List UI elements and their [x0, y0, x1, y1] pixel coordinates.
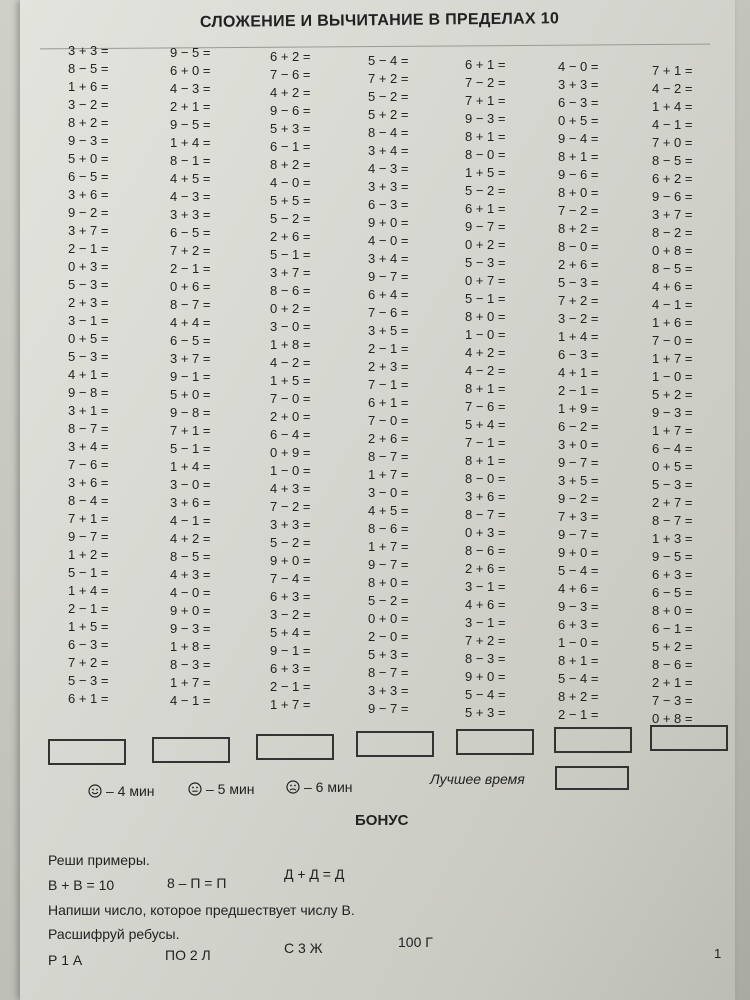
exercise-item: 2 + 1 =	[652, 675, 693, 690]
exercise-item: 6 − 5 =	[170, 333, 211, 348]
exercise-item: 3 + 3 =	[68, 43, 109, 58]
exercise-item: 1 + 4 =	[170, 135, 211, 150]
bonus-example-3: Д + Д = Д	[284, 866, 345, 882]
exercise-item: 2 − 1 =	[558, 707, 599, 722]
exercise-item: 7 − 6 =	[270, 67, 311, 82]
exercise-item: 1 + 4 =	[652, 99, 693, 114]
exercise-item: 2 + 3 =	[368, 359, 409, 374]
exercise-item: 9 + 0 =	[558, 545, 599, 560]
exercise-item: 2 − 1 =	[170, 261, 211, 276]
exercise-item: 3 − 0 =	[170, 477, 211, 492]
time-box-4[interactable]	[356, 731, 434, 757]
exercise-item: 4 − 1 =	[652, 117, 693, 132]
exercise-item: 3 + 6 =	[465, 489, 506, 504]
exercise-item: 8 − 7 =	[170, 297, 211, 312]
exercise-item: 6 + 1 =	[368, 395, 409, 410]
exercise-item: 5 − 4 =	[368, 53, 409, 68]
exercise-item: 8 + 0 =	[368, 575, 409, 590]
timing-good	[88, 783, 155, 799]
exercise-item: 2 − 1 =	[558, 383, 599, 398]
exercise-item: 5 − 1 =	[68, 565, 109, 580]
exercise-item: 3 − 2 =	[558, 311, 599, 326]
exercise-item: 1 − 0 =	[465, 327, 506, 342]
exercise-item: 5 − 3 =	[558, 275, 599, 290]
exercise-item: 0 + 3 =	[465, 525, 506, 540]
exercise-item: 0 + 0 =	[368, 611, 409, 626]
exercise-item: 1 + 5 =	[465, 165, 506, 180]
exercise-item: 8 + 1 =	[558, 149, 599, 164]
exercise-item: 6 + 1 =	[465, 57, 506, 72]
exercise-item: 9 − 6 =	[652, 189, 693, 204]
exercise-item: 8 + 2 =	[68, 115, 109, 130]
exercise-item: 0 + 3 =	[68, 259, 109, 274]
exercise-item: 1 + 5 =	[270, 373, 311, 388]
page-title: СЛОЖЕНИЕ И ВЫЧИТАНИЕ В ПРЕДЕЛАХ 10	[199, 10, 560, 31]
exercise-item: 3 + 3 =	[368, 179, 409, 194]
time-box-6[interactable]	[554, 727, 632, 753]
exercise-item: 1 + 7 =	[368, 467, 409, 482]
bonus-instruction-1: Реши примеры.	[48, 852, 150, 868]
exercise-item: 1 + 7 =	[170, 675, 211, 690]
exercise-item: 3 + 5 =	[558, 473, 599, 488]
exercise-item: 0 + 8 =	[652, 711, 693, 726]
exercise-item: 6 − 4 =	[270, 427, 311, 442]
exercise-item: 3 − 2 =	[270, 607, 311, 622]
exercise-item: 9 − 3 =	[170, 621, 211, 636]
exercise-item: 9 − 7 =	[368, 557, 409, 572]
exercise-item: 4 − 3 =	[170, 189, 211, 204]
exercise-item: 6 + 2 =	[270, 49, 311, 64]
exercise-item: 6 − 1 =	[270, 139, 311, 154]
exercise-item: 0 + 8 =	[652, 243, 693, 258]
exercise-item: 8 + 2 =	[270, 157, 311, 172]
exercise-item: 3 + 7 =	[270, 265, 311, 280]
exercise-item: 5 − 1 =	[270, 247, 311, 262]
exercise-item: 4 − 0 =	[558, 59, 599, 74]
exercise-item: 4 − 3 =	[170, 81, 211, 96]
exercise-item: 1 − 0 =	[270, 463, 311, 478]
exercise-item: 5 − 2 =	[465, 183, 506, 198]
exercise-item: 7 − 0 =	[368, 413, 409, 428]
exercise-item: 5 + 0 =	[68, 151, 109, 166]
exercise-item: 1 + 6 =	[652, 315, 693, 330]
exercise-item: 8 − 7 =	[368, 665, 409, 680]
exercise-item: 8 − 7 =	[368, 449, 409, 464]
exercise-item: 7 + 0 =	[652, 135, 693, 150]
exercise-item: 9 − 2 =	[68, 205, 109, 220]
page-number: 1	[714, 946, 722, 961]
timing-bad	[286, 779, 353, 795]
exercise-item: 3 − 1 =	[465, 615, 506, 630]
exercise-item: 1 + 7 =	[270, 697, 311, 712]
exercise-item: 6 + 1 =	[68, 691, 109, 706]
exercise-item: 2 + 6 =	[368, 431, 409, 446]
exercise-item: 8 − 4 =	[368, 125, 409, 140]
exercise-item: 0 + 7 =	[465, 273, 506, 288]
exercise-item: 9 − 2 =	[558, 491, 599, 506]
exercise-item: 9 − 7 =	[558, 527, 599, 542]
exercise-item: 9 + 0 =	[465, 669, 506, 684]
exercise-item: 6 − 5 =	[652, 585, 693, 600]
exercise-item: 4 + 5 =	[368, 503, 409, 518]
exercise-item: 5 − 3 =	[68, 349, 109, 364]
exercise-item: 8 − 2 =	[652, 225, 693, 240]
exercise-item: 1 + 8 =	[170, 639, 211, 654]
exercise-item: 8 + 1 =	[465, 453, 506, 468]
rebus-2: ПО 2 Л	[165, 947, 211, 963]
exercise-item: 7 − 2 =	[558, 203, 599, 218]
exercise-item: 4 − 0 =	[170, 585, 211, 600]
exercise-item: 3 + 7 =	[170, 351, 211, 366]
exercise-item: 8 − 0 =	[465, 471, 506, 486]
exercise-item: 6 − 2 =	[558, 419, 599, 434]
exercise-item: 7 − 6 =	[465, 399, 506, 414]
exercise-column-3	[270, 48, 348, 714]
exercise-item: 7 + 2 =	[170, 243, 211, 258]
exercise-item: 8 − 4 =	[68, 493, 109, 508]
exercise-item: 8 − 0 =	[558, 239, 599, 254]
exercise-item: 6 + 3 =	[270, 589, 311, 604]
exercise-item: 6 − 5 =	[170, 225, 211, 240]
exercise-item: 8 − 5 =	[68, 61, 109, 76]
exercise-item: 7 − 0 =	[270, 391, 311, 406]
best-time-label: Лучшее время	[430, 771, 525, 787]
exercise-item: 5 − 2 =	[368, 593, 409, 608]
exercise-item: 9 − 6 =	[558, 167, 599, 182]
bonus-heading: БОНУС	[355, 812, 409, 829]
exercise-item: 5 − 1 =	[465, 291, 506, 306]
exercise-item: 8 − 6 =	[368, 521, 409, 536]
exercise-item: 3 + 4 =	[368, 143, 409, 158]
exercise-item: 8 − 7 =	[465, 507, 506, 522]
exercise-item: 3 + 3 =	[170, 207, 211, 222]
exercise-item: 5 − 2 =	[368, 89, 409, 104]
exercise-column-5	[465, 56, 543, 722]
bonus-instruction-2: Напиши число, которое предшествует числу В.	[48, 902, 355, 918]
exercise-item: 4 − 1 =	[170, 693, 211, 708]
exercise-item: 9 − 7 =	[368, 269, 409, 284]
exercise-item: 2 + 6 =	[465, 561, 506, 576]
exercise-item: 8 − 7 =	[652, 513, 693, 528]
exercise-item: 2 + 6 =	[270, 229, 311, 244]
exercise-item: 5 + 3 =	[270, 121, 311, 136]
exercise-item: 6 − 5 =	[68, 169, 109, 184]
exercise-item: 8 + 0 =	[652, 603, 693, 618]
bonus-example-2: 8 – П = П	[167, 875, 227, 891]
exercise-item: 6 + 3 =	[270, 661, 311, 676]
exercise-item: 7 + 2 =	[68, 655, 109, 670]
exercise-item: 1 + 7 =	[368, 539, 409, 554]
exercise-item: 8 + 1 =	[465, 129, 506, 144]
exercise-item: 9 − 8 =	[170, 405, 211, 420]
exercise-item: 4 + 3 =	[270, 481, 311, 496]
exercise-item: 8 − 1 =	[170, 153, 211, 168]
exercise-item: 9 − 5 =	[170, 45, 211, 60]
exercise-item: 9 − 3 =	[652, 405, 693, 420]
exercise-item: 6 + 0 =	[170, 63, 211, 78]
exercise-item: 9 − 7 =	[558, 455, 599, 470]
exercise-item: 3 + 6 =	[170, 495, 211, 510]
exercise-item: 7 + 3 =	[558, 509, 599, 524]
exercise-item: 7 − 0 =	[652, 333, 693, 348]
timing-good-label: – 4 мин	[106, 783, 155, 799]
exercise-item: 1 + 3 =	[652, 531, 693, 546]
exercise-item: 8 + 0 =	[558, 185, 599, 200]
exercise-item: 3 − 0 =	[368, 485, 409, 500]
exercise-item: 6 − 3 =	[558, 347, 599, 362]
exercise-item: 7 − 2 =	[465, 75, 506, 90]
exercise-item: 5 − 3 =	[465, 255, 506, 270]
exercise-column-1	[68, 42, 146, 708]
exercise-item: 7 + 1 =	[170, 423, 211, 438]
exercise-item: 3 + 4 =	[368, 251, 409, 266]
exercise-item: 8 − 6 =	[270, 283, 311, 298]
exercise-item: 1 + 6 =	[68, 79, 109, 94]
exercise-item: 4 + 2 =	[170, 531, 211, 546]
exercise-item: 1 + 2 =	[68, 547, 109, 562]
exercise-item: 7 − 4 =	[270, 571, 311, 586]
timing-neutral-label: – 5 мин	[206, 781, 255, 797]
exercise-column-7	[652, 62, 730, 728]
smiley-face-icon	[88, 784, 102, 798]
timing-neutral	[188, 781, 255, 797]
neutral-face-icon	[188, 782, 202, 796]
exercise-item: 9 − 7 =	[368, 701, 409, 716]
exercise-item: 0 + 5 =	[652, 459, 693, 474]
timing-bad-label: – 6 мин	[304, 779, 353, 795]
exercise-item: 8 − 5 =	[170, 549, 211, 564]
exercise-item: 7 − 1 =	[465, 435, 506, 450]
exercise-item: 6 + 3 =	[652, 567, 693, 582]
exercise-item: 5 − 3 =	[68, 673, 109, 688]
exercise-item: 9 − 3 =	[465, 111, 506, 126]
exercise-item: 8 + 1 =	[558, 653, 599, 668]
exercise-item: 2 + 1 =	[170, 99, 211, 114]
exercise-item: 7 − 6 =	[368, 305, 409, 320]
exercise-column-2	[170, 44, 248, 710]
exercise-column-4	[368, 52, 446, 718]
exercise-item: 7 − 1 =	[368, 377, 409, 392]
exercise-item: 8 − 0 =	[465, 147, 506, 162]
exercise-item: 8 − 6 =	[652, 657, 693, 672]
exercise-item: 5 − 4 =	[558, 671, 599, 686]
bonus-example-1: В + В = 10	[48, 877, 115, 893]
exercise-item: 3 − 2 =	[68, 97, 109, 112]
exercise-item: 9 + 0 =	[170, 603, 211, 618]
exercise-item: 8 − 3 =	[170, 657, 211, 672]
exercise-item: 9 − 3 =	[558, 599, 599, 614]
exercise-item: 2 + 6 =	[558, 257, 599, 272]
exercise-item: 3 + 3 =	[270, 517, 311, 532]
exercise-item: 2 + 0 =	[270, 409, 311, 424]
exercise-item: 0 + 2 =	[465, 237, 506, 252]
exercise-item: 6 − 3 =	[558, 95, 599, 110]
exercise-item: 9 − 7 =	[68, 529, 109, 544]
exercise-item: 2 − 1 =	[68, 241, 109, 256]
exercise-item: 6 − 1 =	[652, 621, 693, 636]
exercise-item: 8 + 1 =	[465, 381, 506, 396]
exercise-item: 8 − 5 =	[652, 153, 693, 168]
exercise-item: 1 − 0 =	[652, 369, 693, 384]
exercise-item: 9 − 4 =	[558, 131, 599, 146]
exercise-item: 9 − 5 =	[170, 117, 211, 132]
time-box-1[interactable]	[48, 739, 126, 765]
exercise-item: 5 − 2 =	[270, 211, 311, 226]
time-box-2[interactable]	[152, 737, 230, 763]
best-time-box[interactable]	[555, 766, 629, 790]
rebus-3: С 3 Ж	[284, 940, 323, 956]
exercise-item: 3 + 7 =	[68, 223, 109, 238]
exercise-item: 6 + 3 =	[558, 617, 599, 632]
exercise-item: 9 − 1 =	[270, 643, 311, 658]
exercise-item: 3 + 7 =	[652, 207, 693, 222]
exercise-item: 8 + 2 =	[558, 221, 599, 236]
exercise-item: 5 + 2 =	[652, 387, 693, 402]
exercise-item: 4 + 6 =	[558, 581, 599, 596]
exercise-item: 2 + 7 =	[652, 495, 693, 510]
exercise-item: 5 + 2 =	[368, 107, 409, 122]
exercise-item: 3 − 0 =	[270, 319, 311, 334]
exercise-item: 4 − 2 =	[465, 363, 506, 378]
exercise-item: 2 − 1 =	[270, 679, 311, 694]
time-box-3[interactable]	[256, 734, 334, 760]
exercise-item: 1 + 7 =	[652, 351, 693, 366]
exercise-item: 3 + 6 =	[68, 475, 109, 490]
exercise-item: 0 + 5 =	[68, 331, 109, 346]
exercise-item: 6 + 2 =	[652, 171, 693, 186]
exercise-item: 3 + 0 =	[558, 437, 599, 452]
exercise-item: 1 − 0 =	[558, 635, 599, 650]
exercise-item: 3 + 1 =	[68, 403, 109, 418]
exercise-item: 3 + 3 =	[558, 77, 599, 92]
exercise-item: 4 + 6 =	[465, 597, 506, 612]
exercise-item: 8 − 7 =	[68, 421, 109, 436]
exercise-item: 2 − 0 =	[368, 629, 409, 644]
exercise-item: 9 + 0 =	[270, 553, 311, 568]
exercise-item: 1 + 7 =	[652, 423, 693, 438]
exercise-item: 4 − 0 =	[270, 175, 311, 190]
exercise-item: 4 + 2 =	[465, 345, 506, 360]
rebus-4: 100 Г	[398, 934, 433, 950]
exercise-item: 5 − 2 =	[270, 535, 311, 550]
exercise-item: 7 − 2 =	[270, 499, 311, 514]
time-box-5[interactable]	[456, 729, 534, 755]
exercise-item: 4 + 1 =	[558, 365, 599, 380]
exercise-item: 1 + 4 =	[558, 329, 599, 344]
exercise-item: 2 − 1 =	[368, 341, 409, 356]
exercise-item: 4 + 5 =	[170, 171, 211, 186]
bonus-instruction-3: Расшифруй ребусы.	[48, 926, 180, 942]
exercise-item: 4 + 2 =	[270, 85, 311, 100]
exercise-item: 9 − 6 =	[270, 103, 311, 118]
exercise-item: 4 + 3 =	[170, 567, 211, 582]
exercise-item: 0 + 5 =	[558, 113, 599, 128]
exercise-item: 5 + 5 =	[270, 193, 311, 208]
exercise-item: 6 + 1 =	[465, 201, 506, 216]
sad-face-icon	[286, 780, 300, 794]
exercise-item: 2 − 1 =	[68, 601, 109, 616]
exercise-item: 9 + 0 =	[368, 215, 409, 230]
exercise-item: 3 + 3 =	[368, 683, 409, 698]
exercise-item: 5 − 1 =	[170, 441, 211, 456]
exercise-item: 9 − 1 =	[170, 369, 211, 384]
exercise-item: 9 − 7 =	[465, 219, 506, 234]
rebus-1: Р 1 А	[48, 952, 83, 968]
exercise-item: 8 + 2 =	[558, 689, 599, 704]
exercise-item: 5 + 3 =	[465, 705, 506, 720]
exercise-item: 7 + 1 =	[68, 511, 109, 526]
exercise-item: 3 − 1 =	[68, 313, 109, 328]
exercise-item: 5 − 3 =	[652, 477, 693, 492]
exercise-item: 1 + 4 =	[170, 459, 211, 474]
exercise-item: 0 + 9 =	[270, 445, 311, 460]
exercise-item: 7 + 2 =	[465, 633, 506, 648]
exercise-item: 5 + 0 =	[170, 387, 211, 402]
exercise-item: 4 + 6 =	[652, 279, 693, 294]
exercise-item: 4 + 4 =	[170, 315, 211, 330]
exercise-item: 5 + 4 =	[270, 625, 311, 640]
exercise-item: 6 + 4 =	[368, 287, 409, 302]
exercise-item: 8 − 3 =	[465, 651, 506, 666]
exercise-item: 5 + 4 =	[465, 417, 506, 432]
exercise-item: 3 + 5 =	[368, 323, 409, 338]
exercise-item: 7 + 2 =	[368, 71, 409, 86]
exercise-item: 3 + 4 =	[68, 439, 109, 454]
exercise-item: 0 + 6 =	[170, 279, 211, 294]
exercise-item: 7 + 1 =	[652, 63, 693, 78]
exercise-item: 5 − 4 =	[558, 563, 599, 578]
exercise-item: 7 + 2 =	[558, 293, 599, 308]
exercise-item: 7 − 3 =	[652, 693, 693, 708]
exercise-item: 1 + 5 =	[68, 619, 109, 634]
exercise-item: 4 − 2 =	[652, 81, 693, 96]
exercise-item: 8 + 0 =	[465, 309, 506, 324]
exercise-item: 4 − 0 =	[368, 233, 409, 248]
exercise-item: 8 − 6 =	[465, 543, 506, 558]
exercise-item: 6 − 4 =	[652, 441, 693, 456]
exercise-item: 7 − 6 =	[68, 457, 109, 472]
exercise-item: 1 + 8 =	[270, 337, 311, 352]
exercise-item: 6 − 3 =	[68, 637, 109, 652]
exercise-item: 5 − 3 =	[68, 277, 109, 292]
exercise-item: 4 − 2 =	[270, 355, 311, 370]
exercise-item: 8 − 5 =	[652, 261, 693, 276]
exercise-item: 5 + 2 =	[652, 639, 693, 654]
exercise-item: 4 − 3 =	[368, 161, 409, 176]
exercise-item: 4 − 1 =	[170, 513, 211, 528]
exercise-item: 1 + 4 =	[68, 583, 109, 598]
time-box-7[interactable]	[650, 725, 728, 751]
exercise-item: 2 + 3 =	[68, 295, 109, 310]
exercise-item: 5 − 4 =	[465, 687, 506, 702]
exercise-item: 9 − 8 =	[68, 385, 109, 400]
exercise-item: 4 − 1 =	[652, 297, 693, 312]
exercise-item: 7 + 1 =	[465, 93, 506, 108]
exercise-item: 3 + 6 =	[68, 187, 109, 202]
exercise-item: 9 − 5 =	[652, 549, 693, 564]
exercise-column-6	[558, 58, 636, 724]
exercise-item: 0 + 2 =	[270, 301, 311, 316]
exercise-item: 3 − 1 =	[465, 579, 506, 594]
exercise-item: 6 − 3 =	[368, 197, 409, 212]
exercise-item: 9 − 3 =	[68, 133, 109, 148]
exercise-item: 5 + 3 =	[368, 647, 409, 662]
exercise-item: 1 + 9 =	[558, 401, 599, 416]
exercise-item: 4 + 1 =	[68, 367, 109, 382]
